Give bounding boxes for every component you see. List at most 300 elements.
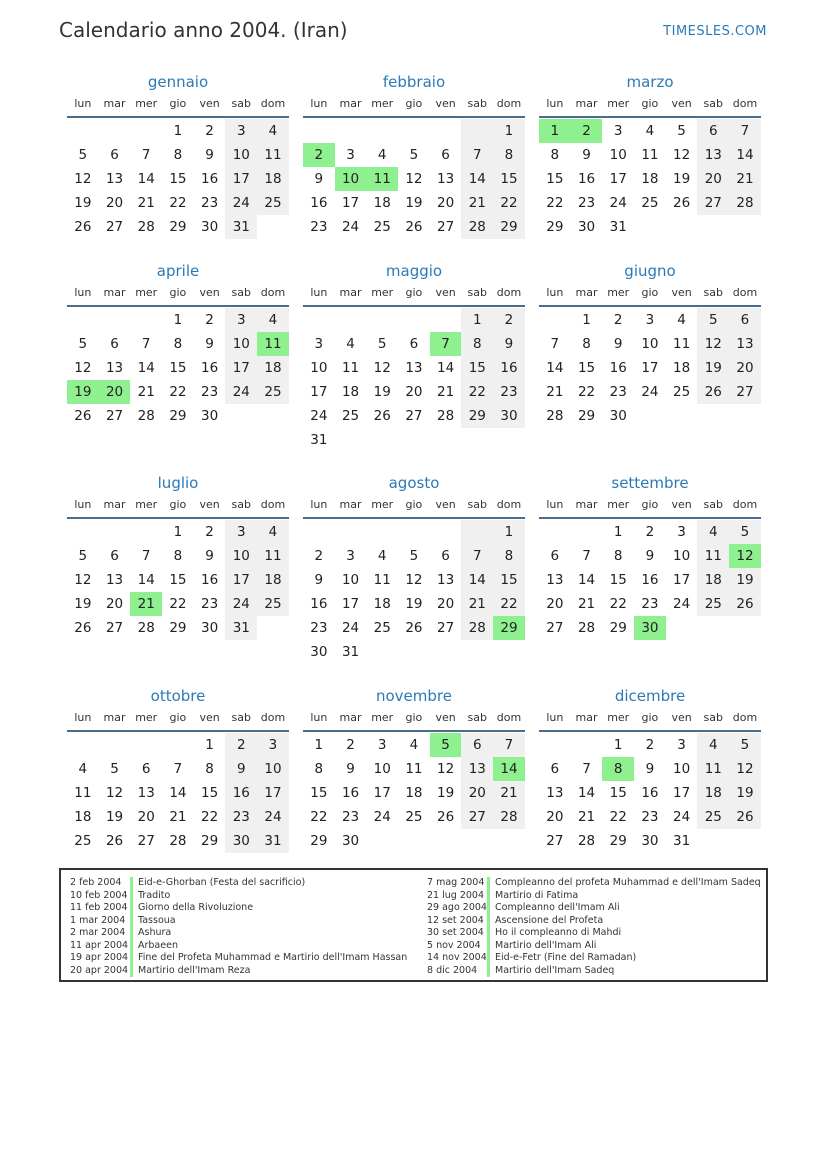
weekday-label: mar xyxy=(575,498,598,511)
holiday-date: 1 mar 2004 xyxy=(70,914,126,926)
empty-cell xyxy=(335,119,367,143)
day-cell: 5 xyxy=(729,733,761,757)
day-cell: 25 xyxy=(74,833,92,849)
day-cell: 17 xyxy=(225,568,257,592)
day-cell: 30 xyxy=(201,620,219,636)
day-cell: 15 xyxy=(201,785,219,801)
day-cell: 28 xyxy=(137,408,155,424)
day-cell: 9 xyxy=(205,147,214,163)
day-cell: 7 xyxy=(461,544,493,568)
weekday-label: dom xyxy=(732,97,758,110)
day-cell: 27 xyxy=(729,380,761,404)
day-cell: 14 xyxy=(461,568,493,592)
empty-cell xyxy=(666,616,698,640)
weekday-label: gio xyxy=(169,97,187,110)
empty-cell xyxy=(67,308,99,332)
legend-row xyxy=(427,877,761,890)
day-cell: 14 xyxy=(546,360,564,376)
day-cell: 9 xyxy=(205,548,214,564)
day-cell: 24 xyxy=(310,408,328,424)
day-cell: 12 xyxy=(405,171,423,187)
day-cell: 19 xyxy=(697,356,729,380)
day-cell: 27 xyxy=(546,833,564,849)
empty-cell xyxy=(366,640,398,664)
day-cell: 7 xyxy=(141,548,151,564)
day-cell: 3 xyxy=(346,548,355,564)
empty-cell xyxy=(634,404,666,428)
day-cell: 16 xyxy=(341,785,360,801)
day-cell: 24 xyxy=(673,809,691,825)
weekday-label: dom xyxy=(496,711,522,724)
day-cell: 20 xyxy=(105,596,124,612)
month-name: ottobre xyxy=(150,687,206,705)
day-cell: 15 xyxy=(169,360,187,376)
day-cell: 7 xyxy=(173,761,183,777)
day-cell: 13 xyxy=(405,360,423,376)
day-cell: 7 xyxy=(141,336,151,352)
holiday-date: 5 nov 2004 xyxy=(427,939,481,951)
day-cell: 13 xyxy=(437,572,455,588)
weekday-header xyxy=(303,708,525,732)
holiday-name: Ascensione del Profeta xyxy=(495,914,604,926)
day-cell: 5 xyxy=(729,520,761,544)
weekday-label: ven xyxy=(435,97,456,110)
day-cell: 2 xyxy=(303,143,335,167)
day-cell: 13 xyxy=(437,171,455,187)
day-cell: 14 xyxy=(577,572,596,588)
day-cell: 10 xyxy=(335,167,367,191)
empty-cell xyxy=(666,404,698,428)
month-name: maggio xyxy=(385,262,443,280)
day-cell: 10 xyxy=(225,544,257,568)
month-agosto xyxy=(303,471,525,664)
day-cell: 26 xyxy=(673,195,691,211)
day-cell: 8 xyxy=(205,761,214,777)
day-cell: 1 xyxy=(205,737,214,753)
day-cell: 16 xyxy=(201,360,219,376)
day-grid xyxy=(303,118,525,239)
day-cell: 24 xyxy=(225,592,257,616)
empty-cell xyxy=(162,733,194,757)
day-cell: 29 xyxy=(169,408,187,424)
day-cell: 4 xyxy=(677,312,686,328)
day-cell: 24 xyxy=(341,620,360,636)
holiday-marker xyxy=(130,940,133,953)
empty-cell xyxy=(539,733,571,757)
day-cell: 17 xyxy=(225,167,257,191)
day-cell: 21 xyxy=(577,596,596,612)
day-cell: 17 xyxy=(310,384,328,400)
day-cell: 2 xyxy=(645,737,655,753)
empty-cell xyxy=(461,829,493,853)
day-cell: 1 xyxy=(314,737,324,753)
holiday-marker xyxy=(487,877,490,890)
day-cell: 16 xyxy=(310,195,328,211)
day-cell: 25 xyxy=(405,809,423,825)
day-cell: 19 xyxy=(405,195,423,211)
holiday-marker xyxy=(487,915,490,928)
legend-row xyxy=(70,940,407,953)
day-cell: 17 xyxy=(225,356,257,380)
day-cell: 12 xyxy=(74,572,92,588)
day-cell: 22 xyxy=(169,596,187,612)
empty-cell xyxy=(697,215,729,239)
day-grid xyxy=(67,307,289,428)
day-cell: 26 xyxy=(405,620,423,636)
day-cell: 18 xyxy=(257,167,289,191)
weekday-label: dom xyxy=(732,711,758,724)
empty-cell xyxy=(461,119,493,143)
weekday-label: ven xyxy=(199,97,220,110)
day-cell: 7 xyxy=(430,332,462,356)
day-cell: 29 xyxy=(310,833,328,849)
empty-cell xyxy=(130,520,162,544)
day-cell: 28 xyxy=(437,408,455,424)
weekday-label: sab xyxy=(231,711,252,724)
empty-cell xyxy=(461,520,493,544)
empty-cell xyxy=(366,829,398,853)
day-cell: 4 xyxy=(346,336,355,352)
day-cell: 19 xyxy=(729,568,761,592)
day-cell: 1 xyxy=(493,520,525,544)
empty-cell xyxy=(99,733,131,757)
day-cell: 5 xyxy=(78,548,88,564)
day-cell: 19 xyxy=(74,195,92,211)
day-grid xyxy=(539,118,761,239)
weekday-label: sab xyxy=(467,711,488,724)
day-cell: 9 xyxy=(613,336,623,352)
day-cell: 7 xyxy=(141,147,151,163)
empty-cell xyxy=(225,404,257,428)
weekday-label: gio xyxy=(405,97,423,110)
weekday-label: mar xyxy=(339,498,362,511)
day-cell: 10 xyxy=(609,147,627,163)
month-name: giugno xyxy=(624,262,676,280)
day-cell: 1 xyxy=(613,524,623,540)
brand-link[interactable]: TIMESLES.COM xyxy=(663,24,767,39)
day-cell: 1 xyxy=(173,123,183,139)
day-cell: 29 xyxy=(461,404,493,428)
day-cell: 5 xyxy=(430,733,462,757)
day-cell: 8 xyxy=(173,147,183,163)
day-cell: 3 xyxy=(677,524,686,540)
day-cell: 5 xyxy=(677,123,686,139)
day-cell: 30 xyxy=(634,616,666,640)
holiday-date: 29 ago 2004 xyxy=(427,902,487,913)
day-cell: 28 xyxy=(577,620,596,636)
day-cell: 26 xyxy=(373,408,391,424)
day-cell: 26 xyxy=(105,833,124,849)
day-cell: 13 xyxy=(697,143,729,167)
day-cell: 14 xyxy=(437,360,455,376)
weekday-label: gio xyxy=(169,711,187,724)
holiday-name: Martirio dell'Imam Reza xyxy=(138,964,251,976)
day-cell: 1 xyxy=(461,308,493,332)
holiday-name: Arbaeen xyxy=(138,939,178,951)
month-name: novembre xyxy=(376,687,452,705)
day-grid xyxy=(303,307,525,452)
holiday-date: 12 set 2004 xyxy=(427,914,484,926)
day-cell: 13 xyxy=(105,171,124,187)
day-cell: 2 xyxy=(346,737,355,753)
empty-cell xyxy=(67,520,99,544)
day-cell: 17 xyxy=(673,572,691,588)
day-cell: 4 xyxy=(257,520,289,544)
weekday-label: lun xyxy=(74,711,92,724)
legend-row xyxy=(427,890,761,903)
weekday-label: ven xyxy=(671,711,692,724)
day-cell: 17 xyxy=(373,785,391,801)
weekday-label: lun xyxy=(310,286,328,299)
day-cell: 13 xyxy=(137,785,155,801)
day-cell: 29 xyxy=(609,620,627,636)
day-cell: 27 xyxy=(105,620,124,636)
empty-cell xyxy=(461,640,493,664)
legend-row xyxy=(427,927,761,940)
weekday-header xyxy=(67,708,289,732)
day-cell: 6 xyxy=(697,119,729,143)
day-cell: 17 xyxy=(673,785,691,801)
day-cell: 24 xyxy=(225,191,257,215)
empty-cell xyxy=(366,119,398,143)
weekday-label: mar xyxy=(103,286,126,299)
day-cell: 1 xyxy=(539,119,571,143)
day-cell: 16 xyxy=(201,171,219,187)
day-cell: 6 xyxy=(729,308,761,332)
empty-cell xyxy=(430,119,462,143)
day-cell: 27 xyxy=(405,408,423,424)
holiday-marker xyxy=(130,890,133,903)
day-cell: 20 xyxy=(546,809,564,825)
day-cell: 31 xyxy=(341,644,360,660)
holiday-marker xyxy=(487,965,490,978)
holiday-name: Martirio di Fatima xyxy=(495,889,579,901)
weekday-header xyxy=(67,94,289,118)
day-cell: 9 xyxy=(205,336,214,352)
day-cell: 16 xyxy=(310,596,328,612)
day-cell: 20 xyxy=(137,809,155,825)
day-cell: 3 xyxy=(613,123,623,139)
day-cell: 25 xyxy=(257,191,289,215)
day-cell: 21 xyxy=(137,195,155,211)
day-cell: 23 xyxy=(493,380,525,404)
day-cell: 3 xyxy=(225,520,257,544)
day-cell: 3 xyxy=(377,737,387,753)
legend-row xyxy=(427,965,761,978)
day-cell: 3 xyxy=(257,733,289,757)
day-cell: 20 xyxy=(405,384,423,400)
day-grid xyxy=(67,732,289,853)
day-cell: 10 xyxy=(673,761,691,777)
weekday-label: ven xyxy=(435,498,456,511)
legend-row xyxy=(70,915,407,928)
day-cell: 4 xyxy=(377,548,387,564)
day-cell: 4 xyxy=(645,123,655,139)
day-cell: 10 xyxy=(673,548,691,564)
day-cell: 23 xyxy=(341,809,360,825)
day-cell: 10 xyxy=(373,761,391,777)
day-cell: 9 xyxy=(493,332,525,356)
day-cell: 8 xyxy=(582,336,591,352)
empty-cell xyxy=(430,640,462,664)
day-cell: 6 xyxy=(441,147,450,163)
weekday-label: sab xyxy=(231,97,252,110)
month-novembre xyxy=(303,684,525,853)
weekday-label: mer xyxy=(607,498,630,511)
day-cell: 19 xyxy=(729,781,761,805)
month-dicembre xyxy=(539,684,761,853)
day-cell: 27 xyxy=(437,620,455,636)
day-cell: 17 xyxy=(341,596,360,612)
day-cell: 20 xyxy=(437,195,455,211)
legend-row xyxy=(70,927,407,940)
weekday-label: gio xyxy=(405,498,423,511)
weekday-label: dom xyxy=(732,498,758,511)
day-cell: 5 xyxy=(78,147,88,163)
weekday-label: lun xyxy=(74,97,92,110)
day-cell: 23 xyxy=(310,219,328,235)
day-cell: 10 xyxy=(310,360,328,376)
day-cell: 4 xyxy=(697,520,729,544)
day-cell: 22 xyxy=(493,592,525,616)
holiday-name: Tassoua xyxy=(138,914,176,926)
legend-row xyxy=(427,915,761,928)
empty-cell xyxy=(257,215,289,239)
day-cell: 23 xyxy=(201,596,219,612)
day-cell: 4 xyxy=(257,308,289,332)
holiday-date: 19 apr 2004 xyxy=(70,952,129,963)
empty-cell xyxy=(99,520,131,544)
day-cell: 10 xyxy=(341,572,360,588)
day-cell: 17 xyxy=(257,781,289,805)
holiday-marker xyxy=(487,940,490,953)
weekday-label: sab xyxy=(703,286,724,299)
day-cell: 16 xyxy=(493,356,525,380)
holiday-date: 2 mar 2004 xyxy=(70,927,126,938)
month-name: luglio xyxy=(157,474,199,492)
day-cell: 14 xyxy=(137,171,155,187)
holiday-date: 11 feb 2004 xyxy=(70,902,128,913)
empty-cell xyxy=(130,308,162,332)
day-cell: 8 xyxy=(173,336,183,352)
day-cell: 11 xyxy=(405,761,423,777)
weekday-label: dom xyxy=(260,286,286,299)
day-cell: 23 xyxy=(310,620,328,636)
empty-cell xyxy=(729,829,761,853)
day-cell: 15 xyxy=(609,785,627,801)
day-cell: 26 xyxy=(437,809,455,825)
month-luglio xyxy=(67,471,289,640)
empty-cell xyxy=(303,520,335,544)
weekday-label: lun xyxy=(310,498,328,511)
weekday-label: mer xyxy=(135,498,158,511)
day-cell: 31 xyxy=(257,829,289,853)
day-cell: 19 xyxy=(373,384,391,400)
holiday-name: Martirio dell'Imam Sadeq xyxy=(495,964,615,976)
weekday-label: sab xyxy=(467,498,488,511)
day-cell: 22 xyxy=(169,384,187,400)
weekday-label: lun xyxy=(310,711,328,724)
day-cell: 22 xyxy=(493,191,525,215)
day-cell: 30 xyxy=(201,219,219,235)
day-cell: 26 xyxy=(405,219,423,235)
empty-cell xyxy=(398,428,430,452)
day-cell: 4 xyxy=(697,733,729,757)
holiday-name: Giorno della Rivoluzione xyxy=(138,902,254,913)
day-cell: 21 xyxy=(130,592,162,616)
day-cell: 8 xyxy=(613,548,623,564)
weekday-label: ven xyxy=(671,97,692,110)
day-cell: 28 xyxy=(729,191,761,215)
holiday-name: Fine del Profeta Muhammad e Martirio dell'Imam Hassan xyxy=(138,952,408,963)
day-cell: 24 xyxy=(341,219,360,235)
day-cell: 23 xyxy=(609,384,627,400)
day-cell: 22 xyxy=(169,195,187,211)
day-cell: 14 xyxy=(137,572,155,588)
empty-cell xyxy=(335,520,367,544)
weekday-header xyxy=(539,708,761,732)
day-cell: 20 xyxy=(729,356,761,380)
legend-row xyxy=(427,940,761,953)
day-cell: 27 xyxy=(105,408,124,424)
weekday-label: gio xyxy=(405,711,423,724)
day-cell: 22 xyxy=(609,596,627,612)
day-cell: 26 xyxy=(729,592,761,616)
day-cell: 18 xyxy=(373,596,391,612)
empty-cell xyxy=(335,308,367,332)
empty-cell xyxy=(634,215,666,239)
day-cell: 24 xyxy=(673,596,691,612)
day-cell: 23 xyxy=(201,195,219,211)
day-cell: 31 xyxy=(310,432,328,448)
weekday-label: ven xyxy=(435,286,456,299)
day-cell: 1 xyxy=(613,737,623,753)
day-cell: 6 xyxy=(110,336,119,352)
weekday-label: lun xyxy=(74,498,92,511)
day-cell: 9 xyxy=(225,757,257,781)
day-cell: 31 xyxy=(673,833,691,849)
day-cell: 6 xyxy=(409,336,419,352)
day-cell: 16 xyxy=(641,785,659,801)
day-cell: 30 xyxy=(577,219,596,235)
day-cell: 4 xyxy=(257,119,289,143)
holiday-date: 14 nov 2004 xyxy=(427,952,487,963)
empty-cell xyxy=(493,428,525,452)
day-cell: 29 xyxy=(493,215,525,239)
month-name: febbraio xyxy=(382,73,446,91)
legend-row xyxy=(427,902,761,915)
weekday-label: dom xyxy=(732,286,758,299)
day-cell: 5 xyxy=(697,308,729,332)
holiday-date: 7 mag 2004 xyxy=(427,877,485,888)
weekday-label: gio xyxy=(641,498,659,511)
day-cell: 1 xyxy=(582,312,591,328)
day-cell: 12 xyxy=(74,360,92,376)
empty-cell xyxy=(729,404,761,428)
day-cell: 30 xyxy=(310,644,328,660)
day-cell: 7 xyxy=(550,336,560,352)
holiday-marker xyxy=(130,927,133,940)
day-cell: 10 xyxy=(257,757,289,781)
day-cell: 15 xyxy=(169,572,187,588)
empty-cell xyxy=(67,119,99,143)
weekday-label: lun xyxy=(546,286,564,299)
day-cell: 26 xyxy=(74,408,92,424)
day-cell: 31 xyxy=(225,215,257,239)
day-grid xyxy=(67,519,289,640)
day-cell: 25 xyxy=(697,805,729,829)
day-cell: 14 xyxy=(493,757,525,781)
